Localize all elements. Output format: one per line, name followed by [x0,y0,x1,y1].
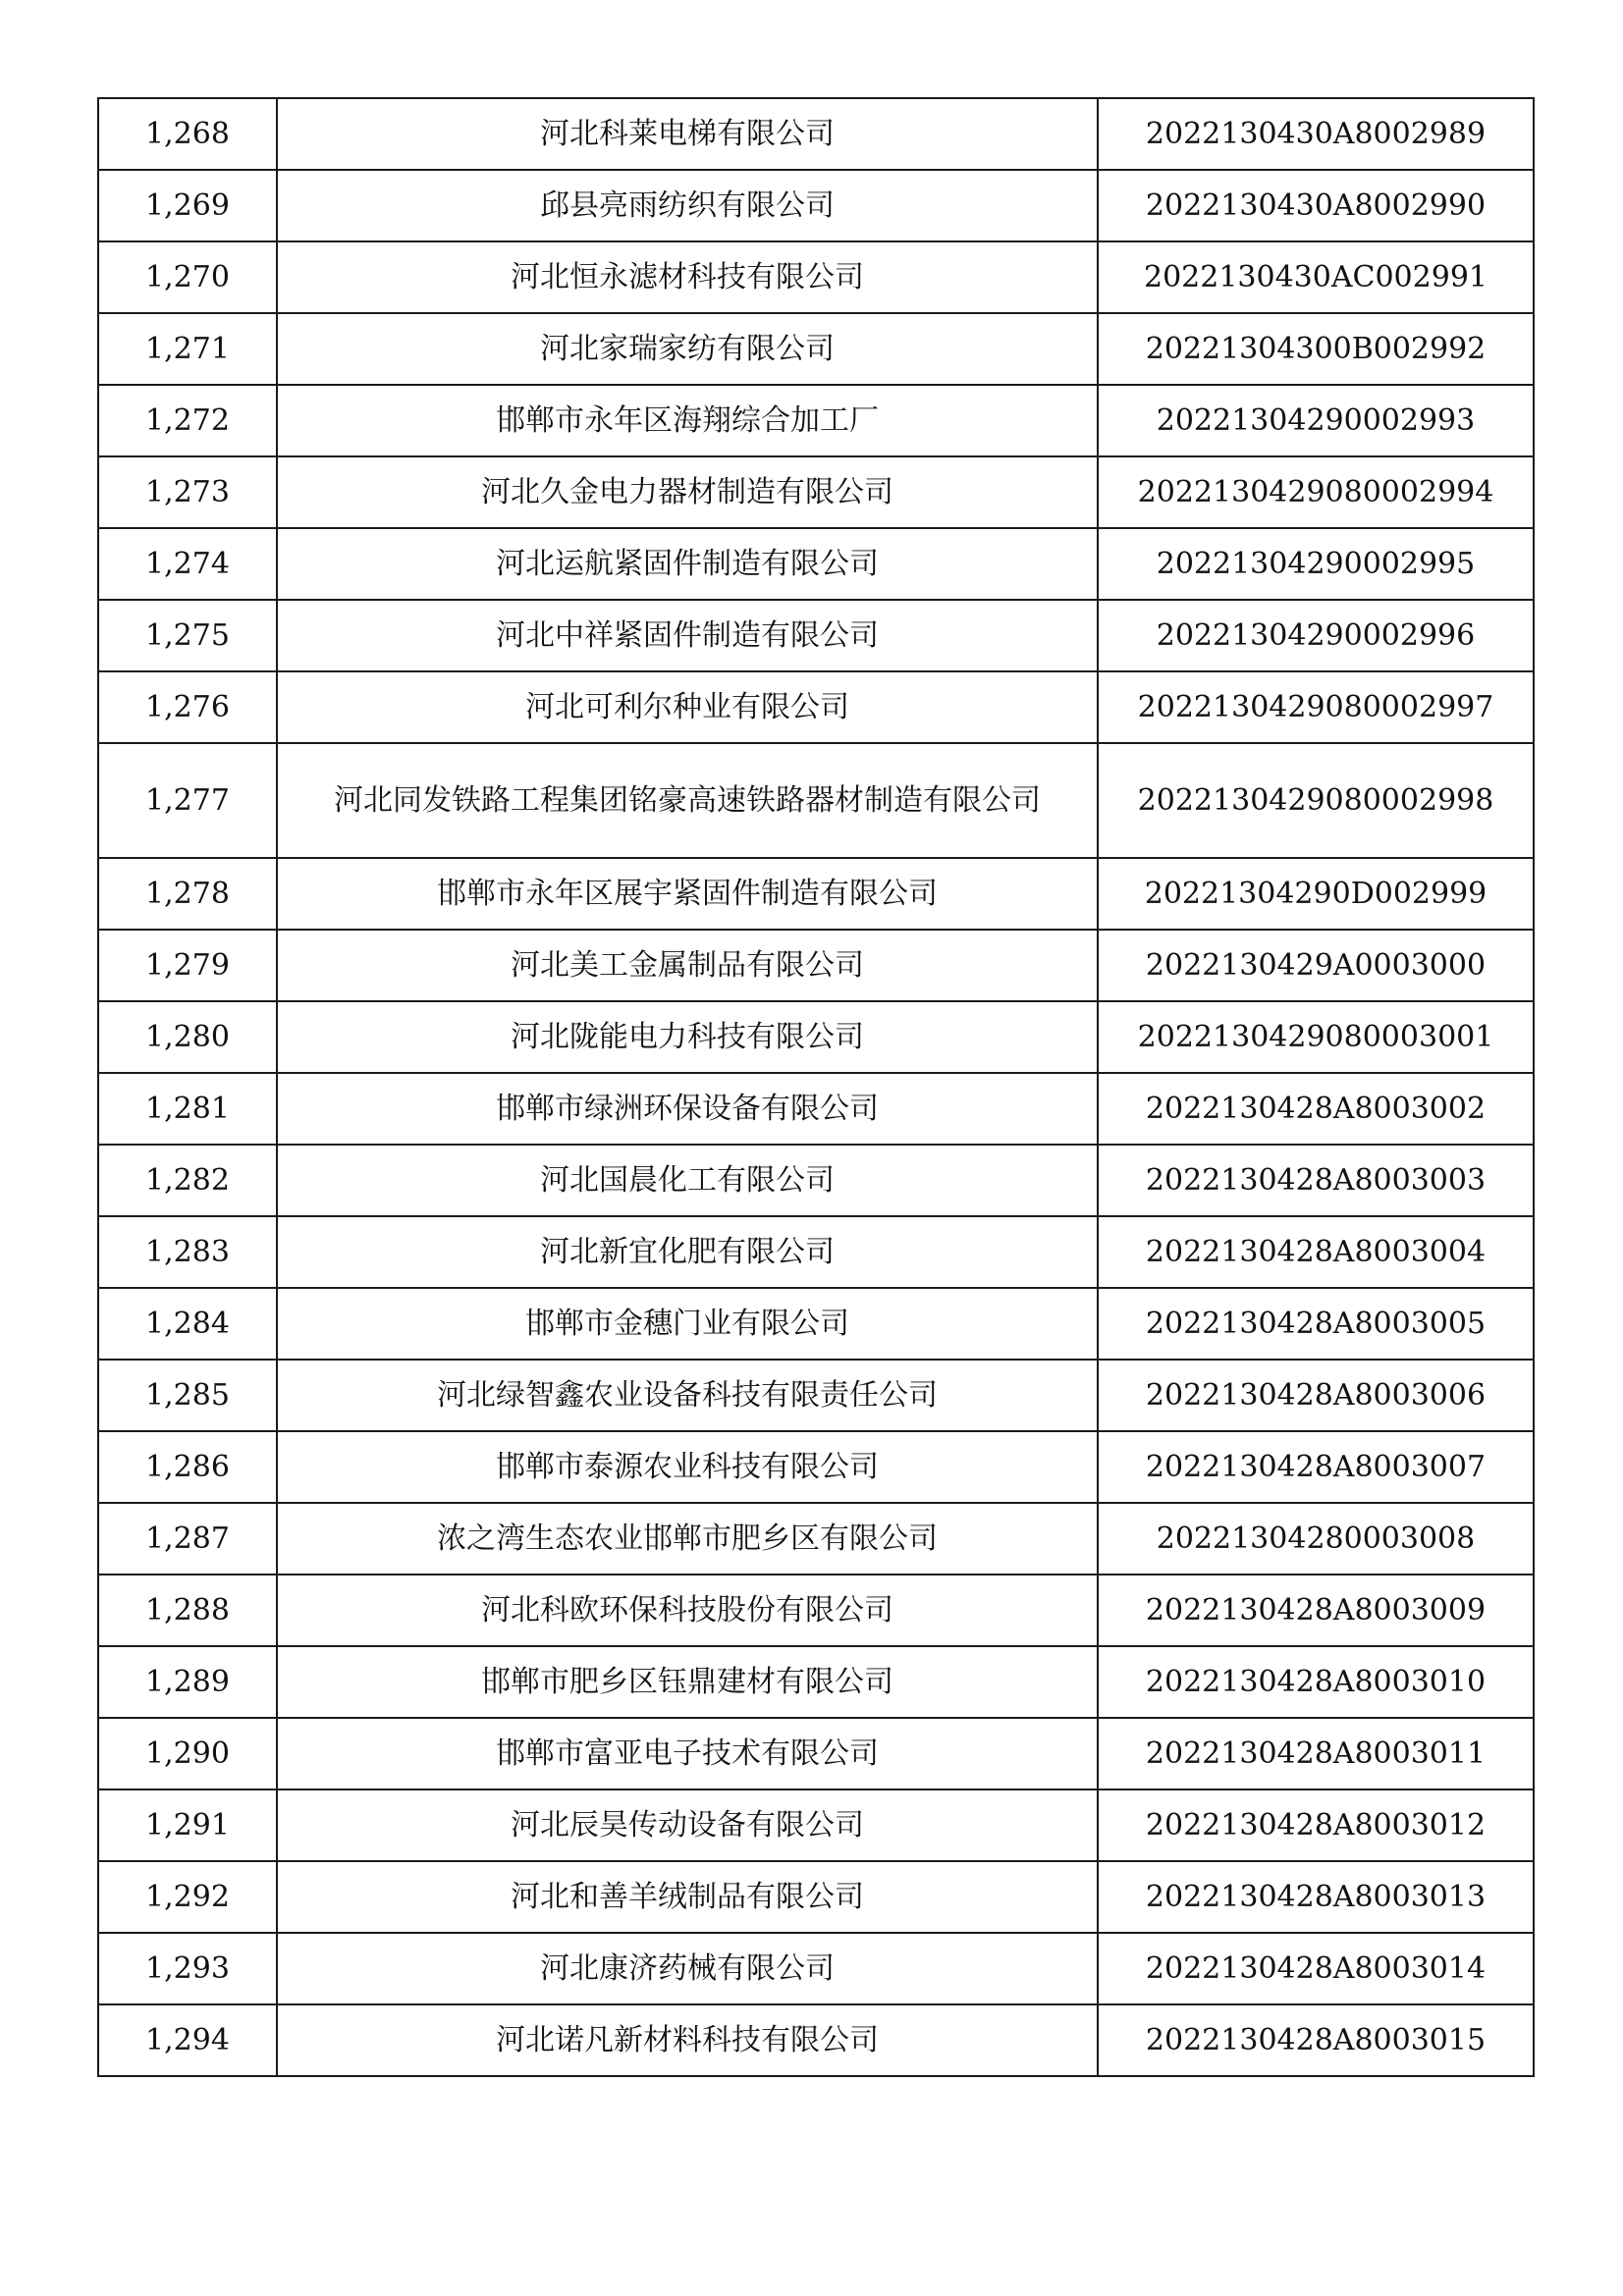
row-number-cell: 1,268 [98,98,277,170]
registration-code-cell: 2022130429080002994 [1098,456,1534,528]
company-name-cell: 河北恒永滤材科技有限公司 [277,241,1098,313]
company-name-cell: 河北美工金属制品有限公司 [277,930,1098,1001]
company-name-cell: 邯郸市绿洲环保设备有限公司 [277,1073,1098,1145]
company-name-cell: 河北康济药械有限公司 [277,1933,1098,2004]
registration-code-cell: 2022130430A8002990 [1098,170,1534,241]
row-number-cell: 1,270 [98,241,277,313]
row-number-cell: 1,285 [98,1360,277,1431]
table-row [98,1360,1534,1431]
row-number-cell: 1,279 [98,930,277,1001]
company-name-cell: 邯郸市肥乡区钰鼎建材有限公司 [277,1646,1098,1718]
row-number-cell: 1,277 [98,743,277,858]
company-name-cell: 河北新宜化肥有限公司 [277,1216,1098,1288]
row-number-cell: 1,288 [98,1575,277,1646]
company-name-cell: 邯郸市永年区展宇紧固件制造有限公司 [277,858,1098,930]
company-name-cell: 邯郸市泰源农业科技有限公司 [277,1431,1098,1503]
registration-code-cell: 2022130428A8003006 [1098,1360,1534,1431]
company-name-cell: 邯郸市富亚电子技术有限公司 [277,1718,1098,1789]
table-row [98,1216,1534,1288]
table-row [98,1288,1534,1360]
company-name-cell: 河北中祥紧固件制造有限公司 [277,600,1098,671]
table-row [98,1575,1534,1646]
registration-code-cell: 2022130428A8003002 [1098,1073,1534,1145]
row-number-cell: 1,286 [98,1431,277,1503]
table-row [98,241,1534,313]
company-name-cell: 河北辰昊传动设备有限公司 [277,1789,1098,1861]
row-number-cell: 1,287 [98,1503,277,1575]
row-number-cell: 1,280 [98,1001,277,1073]
row-number-cell: 1,272 [98,385,277,456]
row-number-cell: 1,289 [98,1646,277,1718]
row-number-cell: 1,276 [98,671,277,743]
company-name-cell: 河北久金电力器材制造有限公司 [277,456,1098,528]
company-name-cell: 河北国晨化工有限公司 [277,1145,1098,1216]
registration-code-cell: 20221304290D002999 [1098,858,1534,930]
table-body [98,98,1534,2076]
table-row [98,456,1534,528]
company-name-cell: 河北和善羊绒制品有限公司 [277,1861,1098,1933]
row-number-cell: 1,290 [98,1718,277,1789]
registration-code-cell: 2022130428A8003009 [1098,1575,1534,1646]
registration-code-cell: 2022130429080002997 [1098,671,1534,743]
table-row [98,1718,1534,1789]
row-number-cell: 1,282 [98,1145,277,1216]
table-row [98,743,1534,858]
registration-code-cell: 2022130430A8002989 [1098,98,1534,170]
row-number-cell: 1,273 [98,456,277,528]
registration-code-cell: 2022130428A8003014 [1098,1933,1534,2004]
table-row [98,1001,1534,1073]
registration-code-cell: 2022130428A8003012 [1098,1789,1534,1861]
row-number-cell: 1,281 [98,1073,277,1145]
registration-code-cell: 2022130428A8003010 [1098,1646,1534,1718]
registration-table [97,97,1535,2077]
registration-code-cell: 2022130428A8003013 [1098,1861,1534,1933]
company-name-cell: 河北可利尔种业有限公司 [277,671,1098,743]
row-number-cell: 1,294 [98,2004,277,2076]
registration-code-cell: 2022130430AC002991 [1098,241,1534,313]
registration-code-cell: 2022130429080003001 [1098,1001,1534,1073]
table-row [98,1145,1534,1216]
registration-code-cell: 2022130428A8003015 [1098,2004,1534,2076]
table-row [98,600,1534,671]
table-row [98,1503,1534,1575]
registration-code-cell: 2022130428A8003011 [1098,1718,1534,1789]
row-number-cell: 1,284 [98,1288,277,1360]
table-row [98,1646,1534,1718]
company-name-cell: 河北绿智鑫农业设备科技有限责任公司 [277,1360,1098,1431]
row-number-cell: 1,293 [98,1933,277,2004]
table-row [98,930,1534,1001]
table-row [98,313,1534,385]
registration-code-cell: 2022130429080002998 [1098,743,1534,858]
company-name-cell: 邯郸市金穗门业有限公司 [277,1288,1098,1360]
table-row [98,170,1534,241]
table-row [98,858,1534,930]
company-name-cell: 邱县亮雨纺织有限公司 [277,170,1098,241]
table-row [98,385,1534,456]
registration-code-cell: 2022130428A8003003 [1098,1145,1534,1216]
registration-code-cell: 20221304280003008 [1098,1503,1534,1575]
registration-code-cell: 20221304290002993 [1098,385,1534,456]
row-number-cell: 1,274 [98,528,277,600]
company-name-cell: 河北陇能电力科技有限公司 [277,1001,1098,1073]
table-row [98,98,1534,170]
company-name-cell: 河北科欧环保科技股份有限公司 [277,1575,1098,1646]
company-name-cell: 河北同发铁路工程集团铭豪高速铁路器材制造有限公司 [277,743,1098,858]
registration-code-cell: 2022130428A8003005 [1098,1288,1534,1360]
company-name-cell: 浓之湾生态农业邯郸市肥乡区有限公司 [277,1503,1098,1575]
row-number-cell: 1,275 [98,600,277,671]
registration-code-cell: 20221304300B002992 [1098,313,1534,385]
table-row [98,1431,1534,1503]
table-row [98,1789,1534,1861]
registration-code-cell: 20221304290002996 [1098,600,1534,671]
row-number-cell: 1,283 [98,1216,277,1288]
registration-code-cell: 2022130428A8003007 [1098,1431,1534,1503]
company-name-cell: 河北诺凡新材料科技有限公司 [277,2004,1098,2076]
row-number-cell: 1,269 [98,170,277,241]
registration-code-cell: 2022130429A0003000 [1098,930,1534,1001]
table-row [98,1073,1534,1145]
company-name-cell: 河北科莱电梯有限公司 [277,98,1098,170]
row-number-cell: 1,271 [98,313,277,385]
company-name-cell: 邯郸市永年区海翔综合加工厂 [277,385,1098,456]
table-row [98,671,1534,743]
company-name-cell: 河北运航紧固件制造有限公司 [277,528,1098,600]
row-number-cell: 1,291 [98,1789,277,1861]
table-row [98,1933,1534,2004]
table-row [98,1861,1534,1933]
row-number-cell: 1,278 [98,858,277,930]
table-row [98,528,1534,600]
row-number-cell: 1,292 [98,1861,277,1933]
registration-code-cell: 20221304290002995 [1098,528,1534,600]
table-row [98,2004,1534,2076]
registration-code-cell: 2022130428A8003004 [1098,1216,1534,1288]
company-name-cell: 河北家瑞家纺有限公司 [277,313,1098,385]
